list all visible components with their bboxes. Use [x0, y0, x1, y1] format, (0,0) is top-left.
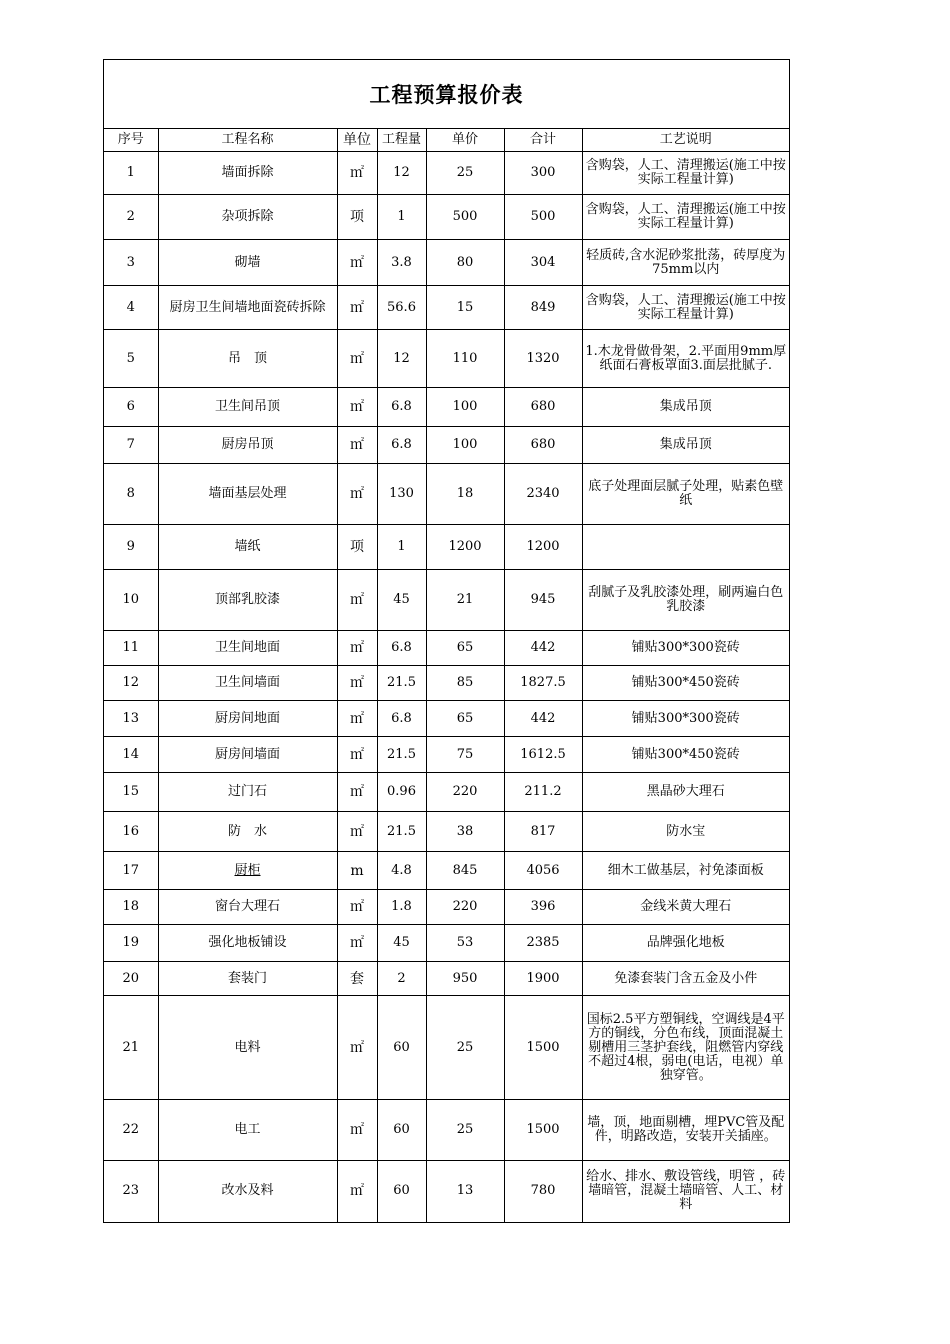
cell-name: 杂项拆除	[158, 195, 337, 240]
cell-name: 厨房卫生间墙地面瓷砖拆除	[158, 286, 337, 330]
cell-price: 1200	[426, 525, 504, 570]
cell-qty: 12	[377, 330, 426, 388]
table-row	[104, 152, 789, 195]
header-qty: 工程量	[377, 129, 426, 152]
table-row	[104, 1161, 789, 1222]
cell-unit: ㎡	[337, 1161, 377, 1222]
cell-price: 80	[426, 240, 504, 286]
cell-seq: 16	[104, 812, 158, 852]
table-row	[104, 773, 789, 812]
cell-total: 304	[504, 240, 582, 286]
cell-qty: 1	[377, 525, 426, 570]
header-total: 合计	[504, 129, 582, 152]
cell-price: 25	[426, 1100, 504, 1161]
cell-unit: ㎡	[337, 737, 377, 773]
cell-total: 500	[504, 195, 582, 240]
cell-total: 1200	[504, 525, 582, 570]
table-row	[104, 1100, 789, 1161]
cell-unit: ㎡	[337, 1100, 377, 1161]
cell-note: 含购袋，人工、清理搬运(施工中按实际工程量计算)	[582, 152, 789, 195]
cell-unit: ㎡	[337, 812, 377, 852]
cell-note: 1.木龙骨做骨架，2.平面用9mm厚纸面石膏板罩面3.面层批腻子.	[582, 330, 789, 388]
cell-qty: 56.6	[377, 286, 426, 330]
cell-price: 65	[426, 631, 504, 666]
cell-total: 1900	[504, 962, 582, 996]
cell-name: 套装门	[158, 962, 337, 996]
cell-seq: 9	[104, 525, 158, 570]
cell-seq: 15	[104, 773, 158, 812]
cell-total: 817	[504, 812, 582, 852]
cell-unit: m	[337, 852, 377, 890]
cell-name: 卫生间地面	[158, 631, 337, 666]
table-row	[104, 701, 789, 737]
cell-unit: ㎡	[337, 152, 377, 195]
cell-seq: 11	[104, 631, 158, 666]
cell-note: 铺贴300*300瓷砖	[582, 701, 789, 737]
cell-price: 53	[426, 925, 504, 962]
cell-seq: 10	[104, 570, 158, 631]
cell-qty: 60	[377, 1161, 426, 1222]
cell-note: 集成吊顶	[582, 427, 789, 464]
cell-seq: 18	[104, 890, 158, 925]
cell-unit: ㎡	[337, 388, 377, 427]
cell-name: 强化地板铺设	[158, 925, 337, 962]
cell-name: 电工	[158, 1100, 337, 1161]
budget-table	[104, 129, 789, 1222]
cell-unit: ㎡	[337, 996, 377, 1100]
cell-unit: ㎡	[337, 570, 377, 631]
cell-seq: 13	[104, 701, 158, 737]
page-title: 工程预算报价表	[369, 82, 524, 107]
cell-total: 1500	[504, 1100, 582, 1161]
cell-unit: ㎡	[337, 925, 377, 962]
cell-name: 墙面基层处理	[158, 464, 337, 525]
table-row	[104, 195, 789, 240]
cell-seq: 19	[104, 925, 158, 962]
cell-name: 卫生间墙面	[158, 666, 337, 701]
table-row	[104, 464, 789, 525]
table-row	[104, 330, 789, 388]
table-row	[104, 666, 789, 701]
cell-qty: 1	[377, 195, 426, 240]
cell-price: 845	[426, 852, 504, 890]
cell-note: 免漆套装门含五金及小件	[582, 962, 789, 996]
cell-total: 1827.5	[504, 666, 582, 701]
cell-seq: 23	[104, 1161, 158, 1222]
cell-price: 21	[426, 570, 504, 631]
cell-price: 15	[426, 286, 504, 330]
cell-total: 680	[504, 388, 582, 427]
cell-qty: 60	[377, 996, 426, 1100]
cell-unit: ㎡	[337, 631, 377, 666]
table-row	[104, 427, 789, 464]
table-body	[104, 152, 789, 1222]
cell-note	[582, 525, 789, 570]
cell-price: 220	[426, 890, 504, 925]
cell-qty: 21.5	[377, 737, 426, 773]
cell-price: 25	[426, 996, 504, 1100]
cell-note: 黑晶砂大理石	[582, 773, 789, 812]
header-name: 工程名称	[158, 129, 337, 152]
cell-price: 100	[426, 388, 504, 427]
cell-qty: 21.5	[377, 666, 426, 701]
cell-total: 2340	[504, 464, 582, 525]
cell-name: 顶部乳胶漆	[158, 570, 337, 631]
cell-seq: 14	[104, 737, 158, 773]
cell-qty: 45	[377, 925, 426, 962]
cell-seq: 22	[104, 1100, 158, 1161]
cell-price: 38	[426, 812, 504, 852]
cell-unit: ㎡	[337, 773, 377, 812]
cell-name: 墙面拆除	[158, 152, 337, 195]
cell-total: 1612.5	[504, 737, 582, 773]
cell-unit: ㎡	[337, 701, 377, 737]
table-row	[104, 996, 789, 1100]
cell-seq: 1	[104, 152, 158, 195]
cell-qty: 2	[377, 962, 426, 996]
cell-price: 950	[426, 962, 504, 996]
cell-name: 窗台大理石	[158, 890, 337, 925]
cell-note: 国标2.5平方塑铜线，空调线是4平方的铜线，分色布线，顶面混凝土剔槽用三茎护套线，阻燃管内穿线不超过4根，弱电(电话，电视）单独穿管。	[582, 996, 789, 1100]
cell-total: 211.2	[504, 773, 582, 812]
cell-note: 底子处理面层腻子处理，贴素色壁纸	[582, 464, 789, 525]
cell-price: 100	[426, 427, 504, 464]
table-row	[104, 737, 789, 773]
cell-qty: 130	[377, 464, 426, 525]
cell-unit: ㎡	[337, 666, 377, 701]
table-row	[104, 890, 789, 925]
cell-note: 墙，顶，地面剔槽，埋PVC管及配件，明路改造，安装开关插座。	[582, 1100, 789, 1161]
cell-qty: 4.8	[377, 852, 426, 890]
cell-unit: ㎡	[337, 286, 377, 330]
cell-total: 4056	[504, 852, 582, 890]
cell-unit: ㎡	[337, 240, 377, 286]
table-row	[104, 631, 789, 666]
cell-note: 金线米黄大理石	[582, 890, 789, 925]
cell-name: 砌墙	[158, 240, 337, 286]
cell-note: 品牌强化地板	[582, 925, 789, 962]
cell-total: 442	[504, 631, 582, 666]
cell-seq: 20	[104, 962, 158, 996]
cell-price: 220	[426, 773, 504, 812]
table-row	[104, 286, 789, 330]
cell-name: 改水及料	[158, 1161, 337, 1222]
cell-price: 25	[426, 152, 504, 195]
cell-unit: ㎡	[337, 427, 377, 464]
cell-seq: 5	[104, 330, 158, 388]
table-row	[104, 388, 789, 427]
cell-qty: 60	[377, 1100, 426, 1161]
cell-price: 85	[426, 666, 504, 701]
cell-price: 13	[426, 1161, 504, 1222]
table-row	[104, 962, 789, 996]
cell-note: 铺贴300*450瓷砖	[582, 666, 789, 701]
cell-unit: ㎡	[337, 464, 377, 525]
cell-name: 厨房间墙面	[158, 737, 337, 773]
cell-total: 1500	[504, 996, 582, 1100]
cell-note: 铺贴300*450瓷砖	[582, 737, 789, 773]
cell-unit: ㎡	[337, 330, 377, 388]
table-row	[104, 925, 789, 962]
cell-seq: 12	[104, 666, 158, 701]
cell-price: 500	[426, 195, 504, 240]
cell-seq: 21	[104, 996, 158, 1100]
cell-name: 卫生间吊顶	[158, 388, 337, 427]
cell-qty: 45	[377, 570, 426, 631]
cell-total: 300	[504, 152, 582, 195]
cell-name: 电料	[158, 996, 337, 1100]
cell-qty: 1.8	[377, 890, 426, 925]
cell-qty: 6.8	[377, 701, 426, 737]
cell-seq: 7	[104, 427, 158, 464]
table-row	[104, 570, 789, 631]
title-row	[104, 60, 789, 129]
cell-total: 945	[504, 570, 582, 631]
cell-price: 75	[426, 737, 504, 773]
cell-qty: 6.8	[377, 631, 426, 666]
cell-qty: 3.8	[377, 240, 426, 286]
table-row	[104, 240, 789, 286]
cell-unit: 套	[337, 962, 377, 996]
cell-note: 铺贴300*300瓷砖	[582, 631, 789, 666]
cell-note: 含购袋，人工、清理搬运(施工中按实际工程量计算)	[582, 286, 789, 330]
cell-name: 厨房间地面	[158, 701, 337, 737]
cell-qty: 6.8	[377, 427, 426, 464]
cell-name: 墙纸	[158, 525, 337, 570]
header-seq: 序号	[104, 129, 158, 152]
cell-seq: 17	[104, 852, 158, 890]
cell-total: 396	[504, 890, 582, 925]
header-price: 单价	[426, 129, 504, 152]
cell-note: 集成吊顶	[582, 388, 789, 427]
cell-total: 849	[504, 286, 582, 330]
cell-name: 厨房吊顶	[158, 427, 337, 464]
cell-name: 过门石	[158, 773, 337, 812]
cell-note: 含购袋，人工、清理搬运(施工中按实际工程量计算)	[582, 195, 789, 240]
cell-note: 刮腻子及乳胶漆处理，刷两遍白色乳胶漆	[582, 570, 789, 631]
header-note: 工艺说明	[582, 129, 789, 152]
cell-qty: 21.5	[377, 812, 426, 852]
cell-price: 110	[426, 330, 504, 388]
cell-seq: 2	[104, 195, 158, 240]
table-row	[104, 525, 789, 570]
cell-unit: 项	[337, 525, 377, 570]
cell-qty: 0.96	[377, 773, 426, 812]
cell-total: 1320	[504, 330, 582, 388]
cell-note: 轻质砖,含水泥砂浆批荡，砖厚度为75mm以内	[582, 240, 789, 286]
cell-price: 18	[426, 464, 504, 525]
cell-unit: ㎡	[337, 890, 377, 925]
cell-seq: 3	[104, 240, 158, 286]
table-row	[104, 852, 789, 890]
cell-name: 防 水	[158, 812, 337, 852]
cell-total: 780	[504, 1161, 582, 1222]
header-unit: 单位	[337, 129, 377, 152]
cell-qty: 12	[377, 152, 426, 195]
cell-seq: 4	[104, 286, 158, 330]
cell-qty: 6.8	[377, 388, 426, 427]
cell-price: 65	[426, 701, 504, 737]
header-row	[104, 129, 789, 152]
cell-name: 厨柜	[158, 852, 337, 890]
cell-seq: 8	[104, 464, 158, 525]
cell-note: 给水、排水、敷设管线，明管 ，砖墙暗管，混凝土墙暗管、人工、材料	[582, 1161, 789, 1222]
cell-note: 细木工做基层，衬免漆面板	[582, 852, 789, 890]
cell-total: 680	[504, 427, 582, 464]
cell-seq: 6	[104, 388, 158, 427]
cell-note: 防水宝	[582, 812, 789, 852]
budget-sheet	[103, 59, 790, 1223]
cell-total: 442	[504, 701, 582, 737]
table-row	[104, 812, 789, 852]
cell-unit: 项	[337, 195, 377, 240]
cell-total: 2385	[504, 925, 582, 962]
cell-name: 吊 顶	[158, 330, 337, 388]
